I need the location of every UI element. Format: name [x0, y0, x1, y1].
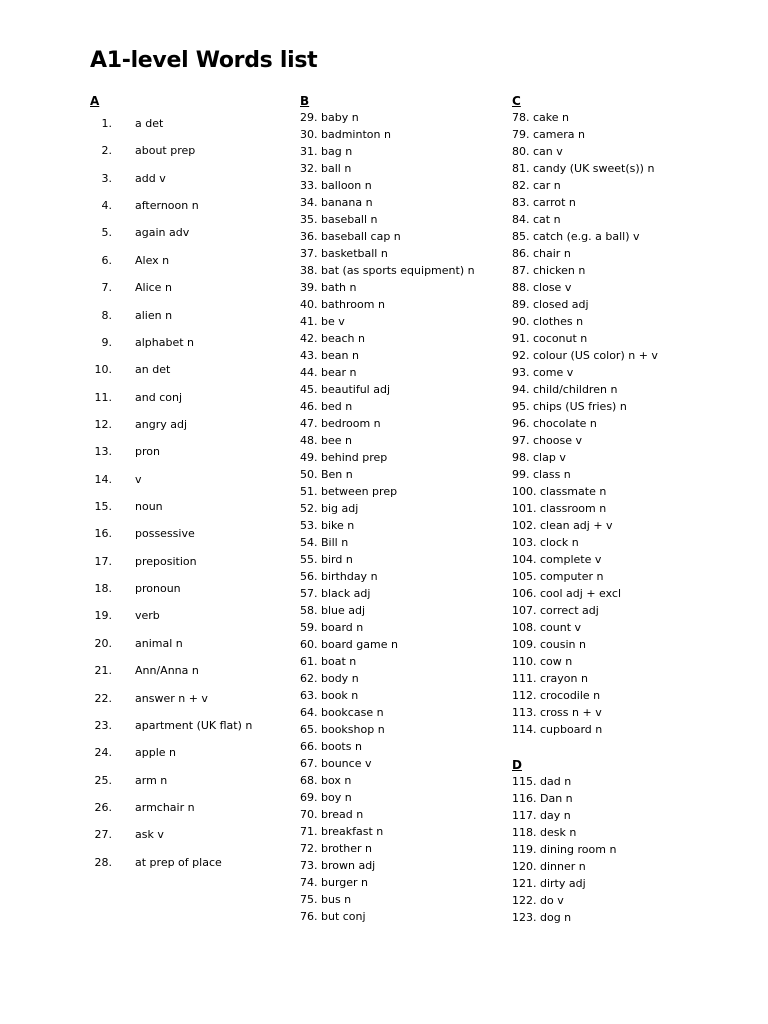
list-item: 51. between prep	[300, 485, 398, 498]
section-heading-a: A	[90, 94, 100, 108]
list-item: 102. clean adj + v	[512, 519, 613, 532]
list-item	[90, 334, 290, 361]
list-item: 43. bean n	[300, 349, 359, 362]
item-number: 14.	[94, 472, 112, 486]
list-item: 53. bike n	[300, 519, 355, 532]
list-item: 104. complete v	[512, 553, 602, 566]
list-item: 121. dirty adj	[512, 877, 586, 890]
list-item	[90, 115, 290, 142]
list-item: 74. burger n	[300, 876, 369, 889]
list-item	[90, 553, 290, 580]
list-item: 64. bookcase n	[300, 706, 384, 719]
list-item	[90, 170, 290, 197]
list-item	[90, 252, 290, 279]
list-item	[90, 307, 290, 334]
list-item: 30. badminton n	[300, 128, 391, 141]
list-item: 122. do v	[512, 894, 564, 907]
list-item: 87. chicken n	[512, 264, 586, 277]
list-item	[90, 854, 290, 881]
list-item	[90, 389, 290, 416]
item-word: angry adj	[135, 417, 188, 431]
list-item: 38. bat (as sports equipment) n	[300, 264, 475, 277]
item-number: 21.	[94, 664, 112, 678]
list-item	[90, 224, 290, 251]
item-number: 20.	[94, 636, 112, 650]
list-item	[90, 443, 290, 470]
item-word: afternoon n	[135, 199, 199, 213]
list-item: 123. dog n	[512, 911, 572, 924]
word-list-c	[512, 109, 732, 738]
list-item	[90, 525, 290, 552]
list-item: 116. Dan n	[512, 792, 573, 805]
section-c	[512, 94, 732, 926]
item-number: 23.	[94, 718, 112, 732]
item-number: 18.	[94, 582, 112, 596]
section-b	[300, 94, 500, 925]
item-word: verb	[135, 609, 160, 623]
list-item: 72. brother n	[300, 842, 373, 855]
item-word: apple n	[135, 746, 176, 760]
list-item: 89. closed adj	[512, 298, 589, 311]
list-item	[90, 744, 290, 771]
list-item	[90, 142, 290, 169]
section-heading-c: C	[512, 94, 521, 108]
word-list-b	[300, 109, 500, 925]
item-number: 9.	[101, 335, 112, 349]
list-item: 90. clothes n	[512, 315, 584, 328]
list-item: 47. bedroom n	[300, 417, 381, 430]
list-item: 94. child/children n	[512, 383, 618, 396]
list-item: 69. boy n	[300, 791, 352, 804]
list-item: 82. car n	[512, 179, 561, 192]
list-item: 36. baseball cap n	[300, 230, 401, 243]
item-word: Ann/Anna n	[135, 664, 199, 678]
section-heading-b: B	[300, 94, 310, 108]
list-item: 119. dining room n	[512, 843, 617, 856]
list-item: 55. bird n	[300, 553, 353, 566]
page-title: A1-level Words list	[90, 48, 318, 73]
list-item: 111. crayon n	[512, 672, 588, 685]
list-item: 85. catch (e.g. a ball) v	[512, 230, 640, 243]
item-word: an det	[135, 363, 171, 377]
item-word: add v	[135, 171, 166, 185]
list-item: 106. cool adj + excl	[512, 587, 622, 600]
item-number: 19.	[94, 609, 112, 623]
item-number: 25.	[94, 773, 112, 787]
item-word: a det	[135, 117, 164, 130]
list-item: 61. boat n	[300, 655, 357, 668]
item-number: 24.	[94, 746, 112, 760]
list-item: 65. bookshop n	[300, 723, 385, 736]
list-item: 84. cat n	[512, 213, 561, 226]
list-item: 96. chocolate n	[512, 417, 597, 430]
list-item: 118. desk n	[512, 826, 577, 839]
list-item	[90, 772, 290, 799]
list-item: 58. blue adj	[300, 604, 366, 617]
list-item: 29. baby n	[300, 111, 359, 124]
item-number: 3.	[101, 171, 112, 185]
list-item: 80. can v	[512, 145, 563, 158]
list-item	[90, 416, 290, 443]
list-item: 46. bed n	[300, 400, 353, 413]
list-item: 41. be v	[300, 315, 345, 328]
list-item: 95. chips (US fries) n	[512, 400, 627, 413]
list-item	[90, 717, 290, 744]
list-item	[90, 826, 290, 853]
list-item: 76. but conj	[300, 910, 366, 923]
item-word: ask v	[135, 828, 164, 842]
list-item: 56. birthday n	[300, 570, 378, 583]
section-a	[90, 94, 290, 881]
item-word: preposition	[135, 554, 197, 568]
list-item: 98. clap v	[512, 451, 566, 464]
list-item	[90, 498, 290, 525]
list-item: 68. box n	[300, 774, 352, 787]
item-number: 2.	[101, 144, 112, 158]
list-item: 66. boots n	[300, 740, 362, 753]
list-item: 92. colour (US color) n + v	[512, 349, 658, 362]
item-word: animal n	[135, 636, 183, 650]
list-item: 110. cow n	[512, 655, 573, 668]
list-item: 75. bus n	[300, 893, 352, 906]
list-item	[90, 471, 290, 498]
item-number: 1.	[101, 117, 112, 130]
list-item: 31. bag n	[300, 145, 353, 158]
list-item	[90, 690, 290, 717]
list-item: 50. Ben n	[300, 468, 353, 481]
item-number: 4.	[101, 199, 112, 213]
list-item	[90, 279, 290, 306]
item-number: 27.	[94, 828, 112, 842]
list-item: 88. close v	[512, 281, 572, 294]
list-item: 59. board n	[300, 621, 364, 634]
item-word: possessive	[135, 527, 195, 541]
list-item: 70. bread n	[300, 808, 364, 821]
list-item: 100. classmate n	[512, 485, 607, 498]
item-word: about prep	[135, 144, 196, 158]
list-item: 83. carrot n	[512, 196, 576, 209]
list-item: 49. behind prep	[300, 451, 388, 464]
item-word: at prep of place	[135, 855, 222, 869]
item-word: alien n	[135, 308, 173, 322]
item-word: Alice n	[135, 281, 172, 295]
item-word: Alex n	[135, 253, 170, 267]
list-item: 120. dinner n	[512, 860, 586, 873]
list-item: 42. beach n	[300, 332, 365, 345]
word-list-d	[512, 773, 732, 926]
list-item: 48. bee n	[300, 434, 352, 447]
list-item	[90, 580, 290, 607]
list-item: 34. banana n	[300, 196, 373, 209]
list-item: 71. breakfast n	[300, 825, 384, 838]
list-item	[90, 635, 290, 662]
list-item: 45. beautiful adj	[300, 383, 390, 396]
item-word: apartment (UK flat) n	[135, 718, 253, 732]
item-word: pronoun	[135, 582, 181, 596]
item-number: 12.	[94, 417, 112, 431]
list-item	[90, 607, 290, 634]
list-item: 44. bear n	[300, 366, 357, 379]
list-item: 33. balloon n	[300, 179, 372, 192]
list-item: 32. ball n	[300, 162, 352, 175]
item-word: answer n + v	[135, 691, 208, 705]
list-item: 37. basketball n	[300, 247, 388, 260]
list-item: 35. baseball n	[300, 213, 378, 226]
list-item: 97. choose v	[512, 434, 582, 447]
item-number: 26.	[94, 800, 112, 814]
item-number: 17.	[94, 554, 112, 568]
list-item: 114. cupboard n	[512, 723, 603, 736]
list-item: 52. big adj	[300, 502, 359, 515]
item-number: 11.	[94, 390, 112, 404]
item-number: 6.	[101, 253, 112, 267]
item-word: arm n	[135, 773, 168, 787]
item-word: pron	[135, 445, 160, 459]
item-word: armchair n	[135, 800, 195, 814]
list-item: 40. bathroom n	[300, 298, 385, 311]
list-item: 73. brown adj	[300, 859, 376, 872]
list-item: 79. camera n	[512, 128, 585, 141]
list-item: 93. come v	[512, 366, 574, 379]
item-number: 28.	[94, 855, 112, 869]
list-item: 60. board game n	[300, 638, 398, 651]
list-item: 103. clock n	[512, 536, 579, 549]
item-number: 22.	[94, 691, 112, 705]
item-word: v	[135, 472, 142, 486]
list-item: 86. chair n	[512, 247, 571, 260]
list-item: 62. body n	[300, 672, 359, 685]
list-item: 91. coconut n	[512, 332, 588, 345]
item-number: 10.	[94, 363, 112, 377]
list-item: 105. computer n	[512, 570, 604, 583]
item-number: 5.	[101, 226, 112, 240]
list-item: 78. cake n	[512, 111, 569, 124]
item-word: again adv	[135, 226, 190, 240]
list-item: 67. bounce v	[300, 757, 372, 770]
item-number: 8.	[101, 308, 112, 322]
list-item: 57. black adj	[300, 587, 371, 600]
list-item: 113. cross n + v	[512, 706, 602, 719]
item-number: 16.	[94, 527, 112, 541]
list-item: 54. Bill n	[300, 536, 349, 549]
list-item: 117. day n	[512, 809, 571, 822]
list-item: 112. crocodile n	[512, 689, 601, 702]
list-item	[90, 361, 290, 388]
item-number: 7.	[101, 281, 112, 295]
item-number: 15.	[94, 500, 112, 514]
list-item: 107. correct adj	[512, 604, 599, 617]
list-item: 99. class n	[512, 468, 571, 481]
list-item	[90, 197, 290, 224]
list-item: 101. classroom n	[512, 502, 607, 515]
list-item: 81. candy (UK sweet(s)) n	[512, 162, 655, 175]
section-heading-d: D	[512, 758, 522, 772]
list-item	[90, 662, 290, 689]
item-number: 13.	[94, 445, 112, 459]
list-item: 108. count v	[512, 621, 582, 634]
list-item: 39. bath n	[300, 281, 357, 294]
list-item: 115. dad n	[512, 775, 572, 788]
list-item	[90, 799, 290, 826]
item-word: alphabet n	[135, 335, 195, 349]
item-word: and conj	[135, 390, 182, 404]
list-item: 63. book n	[300, 689, 359, 702]
list-item: 109. cousin n	[512, 638, 586, 651]
word-list-a	[90, 115, 290, 881]
item-word: noun	[135, 500, 163, 514]
